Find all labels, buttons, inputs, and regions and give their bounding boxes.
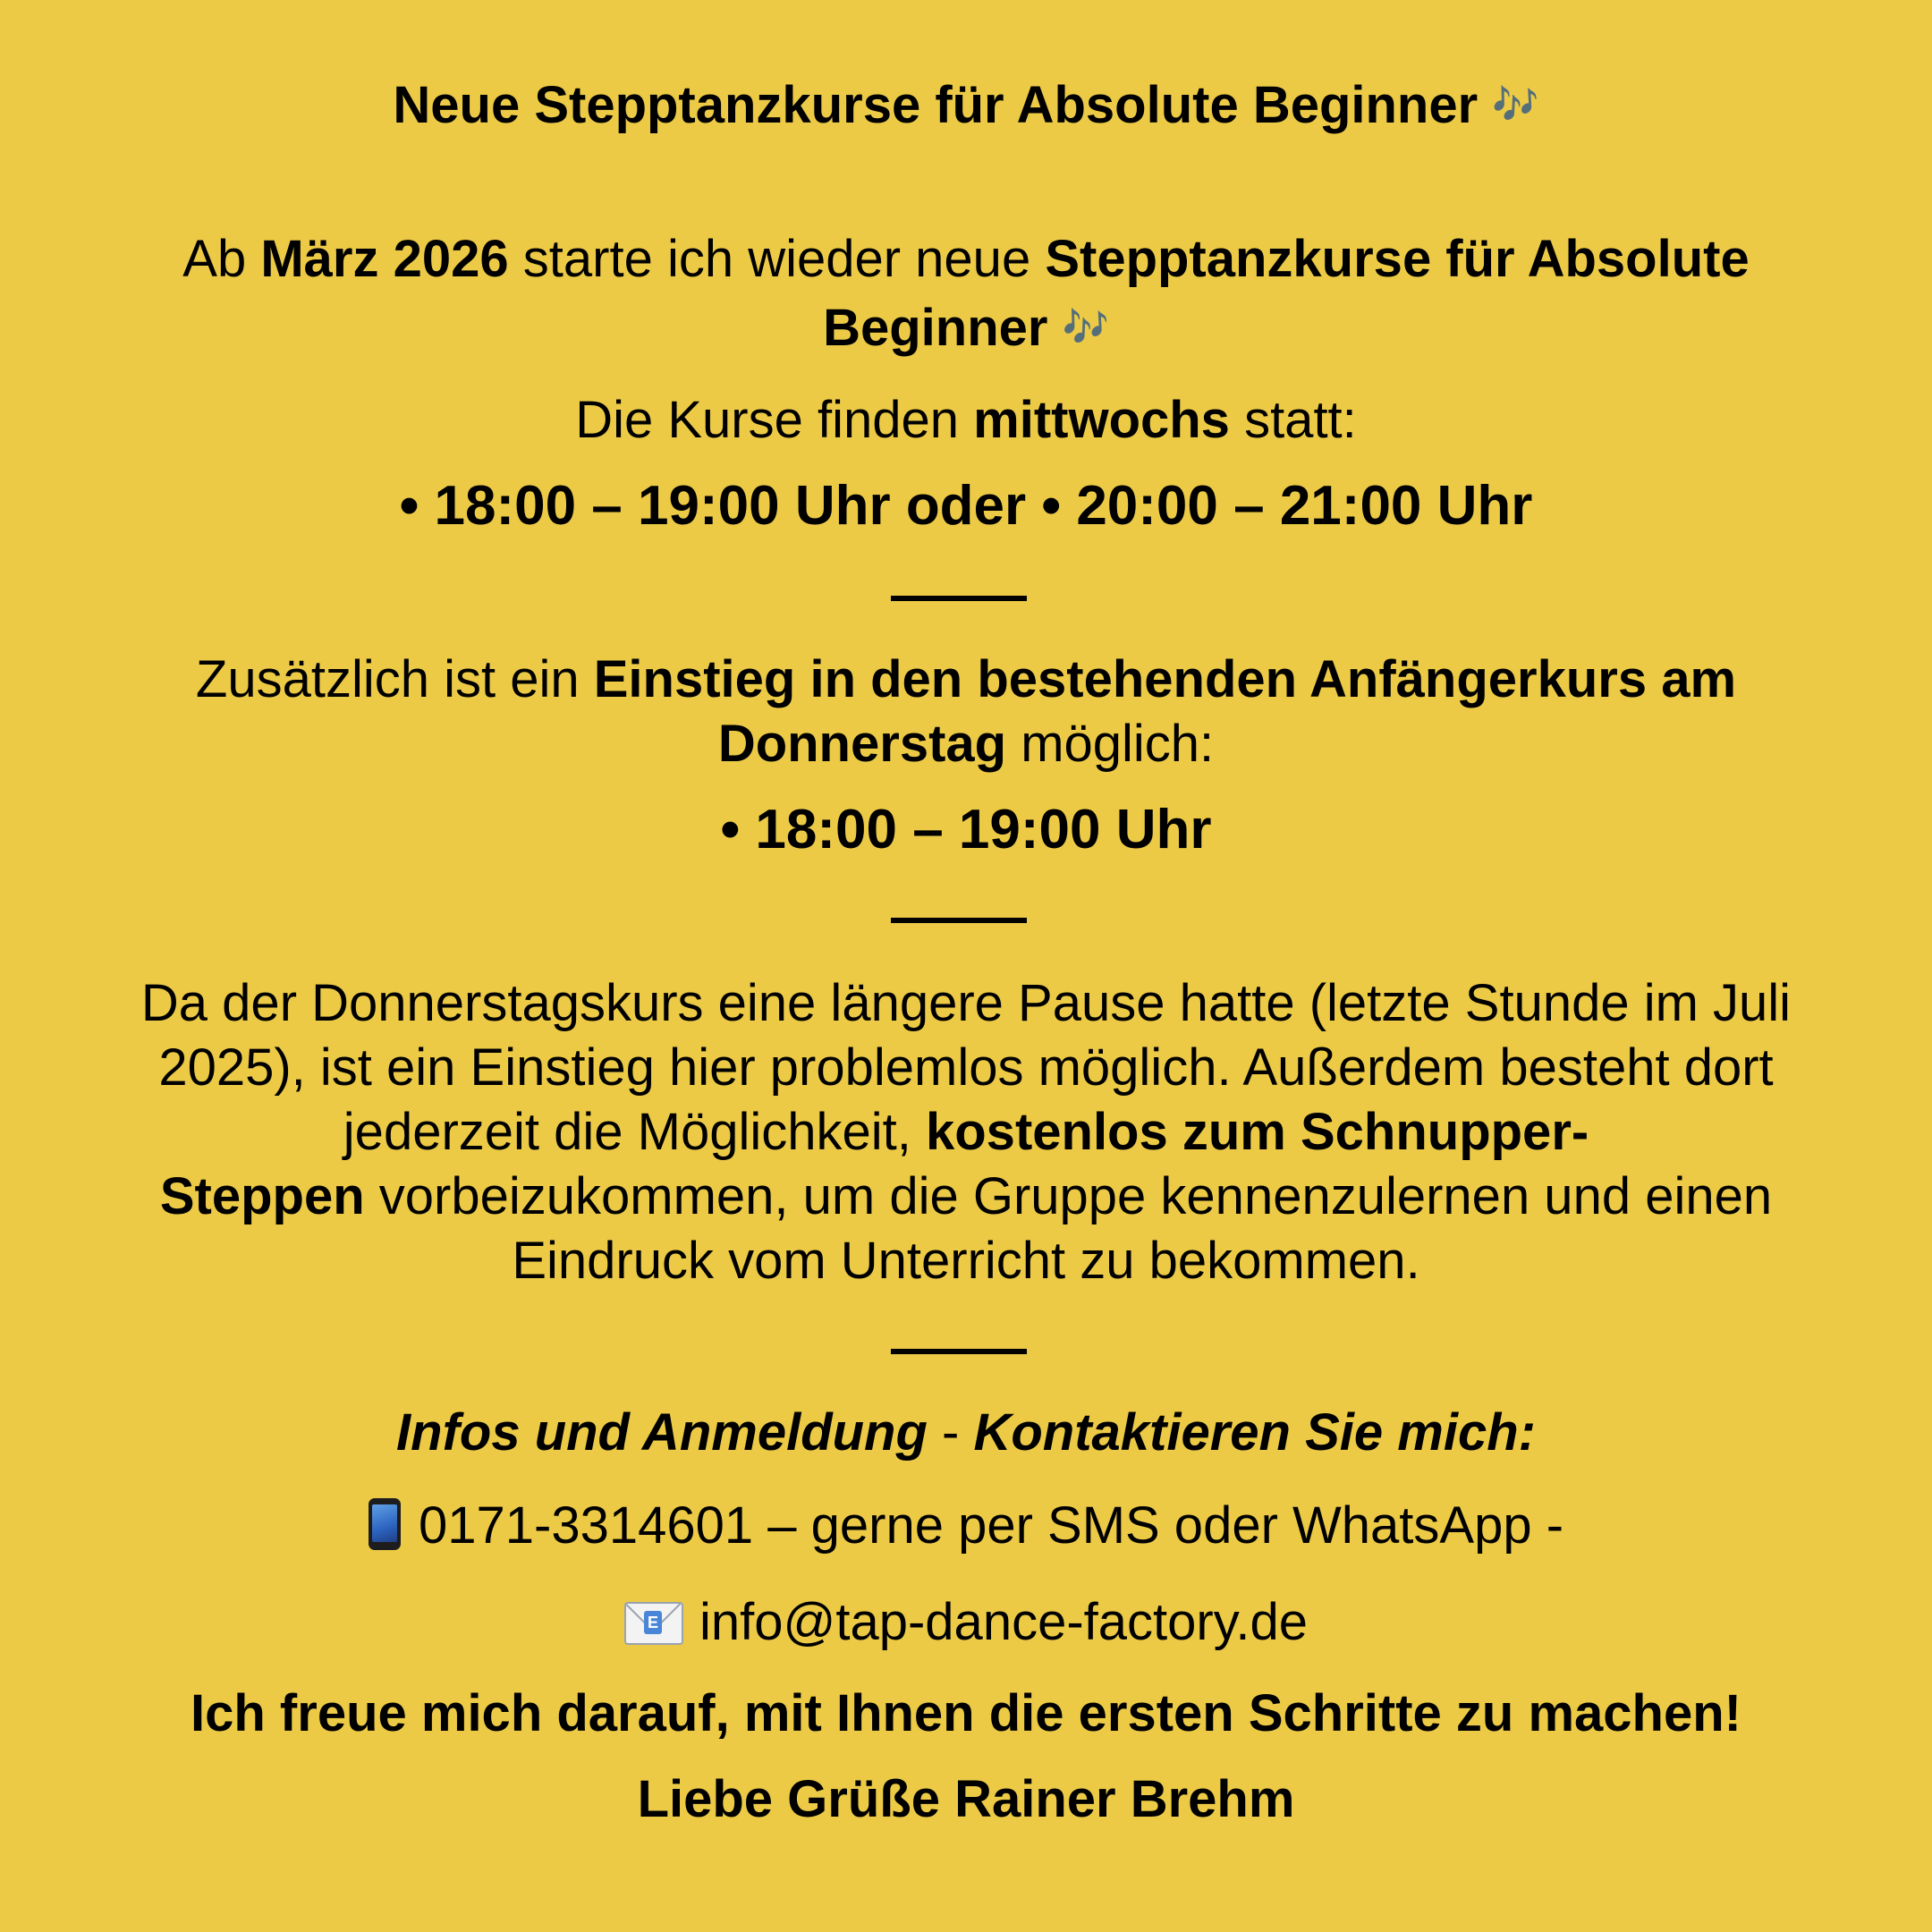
signature: Liebe Grüße Rainer Brehm xyxy=(637,1770,1295,1828)
mobile-phone-icon xyxy=(369,1498,401,1550)
intro-text: starte ich wieder neue xyxy=(508,230,1046,288)
details-text: vorbeizukommen, um die Gruppe kennenzulernen und einen xyxy=(364,1167,1773,1225)
extra-highlight: Einstieg in den bestehenden Anfängerkurs am xyxy=(593,650,1737,708)
contact-heading xyxy=(54,1401,1878,1465)
title-text: Neue Stepptanzkurse für Absolute Beginner xyxy=(393,76,1479,134)
closing-line: Ich freue mich darauf, mit Ihnen die ersten Schritte zu machen! xyxy=(191,1684,1741,1742)
extra-text: Zusätzlich ist ein xyxy=(195,650,594,708)
divider xyxy=(891,918,1027,923)
schedule-line xyxy=(54,388,1878,453)
email-line xyxy=(54,1590,1878,1655)
divider xyxy=(891,596,1027,601)
details-line-4 xyxy=(54,1165,1878,1229)
contact-heading-text: Kontaktieren Sie mich: xyxy=(973,1403,1536,1462)
details-line-2: 2025), ist ein Einstieg hier problemlos möglich. Außerdem besteht dort xyxy=(158,1038,1774,1097)
envelope-icon xyxy=(624,1602,683,1645)
heading-separator: - xyxy=(927,1403,974,1462)
course-name: Beginner xyxy=(823,299,1048,357)
divider xyxy=(891,1349,1027,1354)
schedule-text: Die Kurse finden xyxy=(575,391,974,449)
extra-line-2 xyxy=(54,712,1878,776)
musical-notes-icon: 🎶 xyxy=(1492,83,1539,125)
details-line-3 xyxy=(54,1100,1878,1165)
intro-text: Ab xyxy=(182,230,261,288)
extra-highlight: Donnerstag xyxy=(717,715,1007,773)
course-day: mittwochs xyxy=(973,391,1230,449)
details-line-1: Da der Donnerstagskurs eine längere Pause hatte (letzte Stunde im Juli xyxy=(140,974,1792,1032)
course-name: Stepptanzkurse für Absolute xyxy=(1045,230,1750,288)
intro-line-1 xyxy=(54,227,1878,292)
phone-line xyxy=(54,1494,1878,1558)
details-line-5: Eindruck vom Unterricht zu bekommen. xyxy=(512,1232,1420,1290)
email-address[interactable]: info@tap-dance-factory.de xyxy=(699,1593,1309,1651)
intro-line-2 xyxy=(54,295,1878,360)
trial-offer: Steppen xyxy=(159,1167,365,1225)
thursday-time: • 18:00 – 19:00 Uhr xyxy=(720,799,1212,860)
trial-offer: kostenlos zum Schnupper- xyxy=(926,1103,1589,1161)
start-date: März 2026 xyxy=(260,230,509,288)
phone-number[interactable]: 0171-3314601 – gerne per SMS oder WhatsApp - xyxy=(418,1496,1564,1555)
extra-text: möglich: xyxy=(1006,715,1215,773)
wednesday-times: • 18:00 – 19:00 Uhr oder • 20:00 – 21:00 Uhr xyxy=(399,475,1533,537)
info-heading: Infos und Anmeldung xyxy=(396,1403,928,1462)
flyer-title xyxy=(54,73,1878,137)
extra-line-1 xyxy=(54,648,1878,712)
details-text: jederzeit die Möglichkeit, xyxy=(343,1103,926,1161)
musical-notes-icon: 🎶 xyxy=(1062,306,1109,348)
schedule-text: statt: xyxy=(1229,391,1357,449)
